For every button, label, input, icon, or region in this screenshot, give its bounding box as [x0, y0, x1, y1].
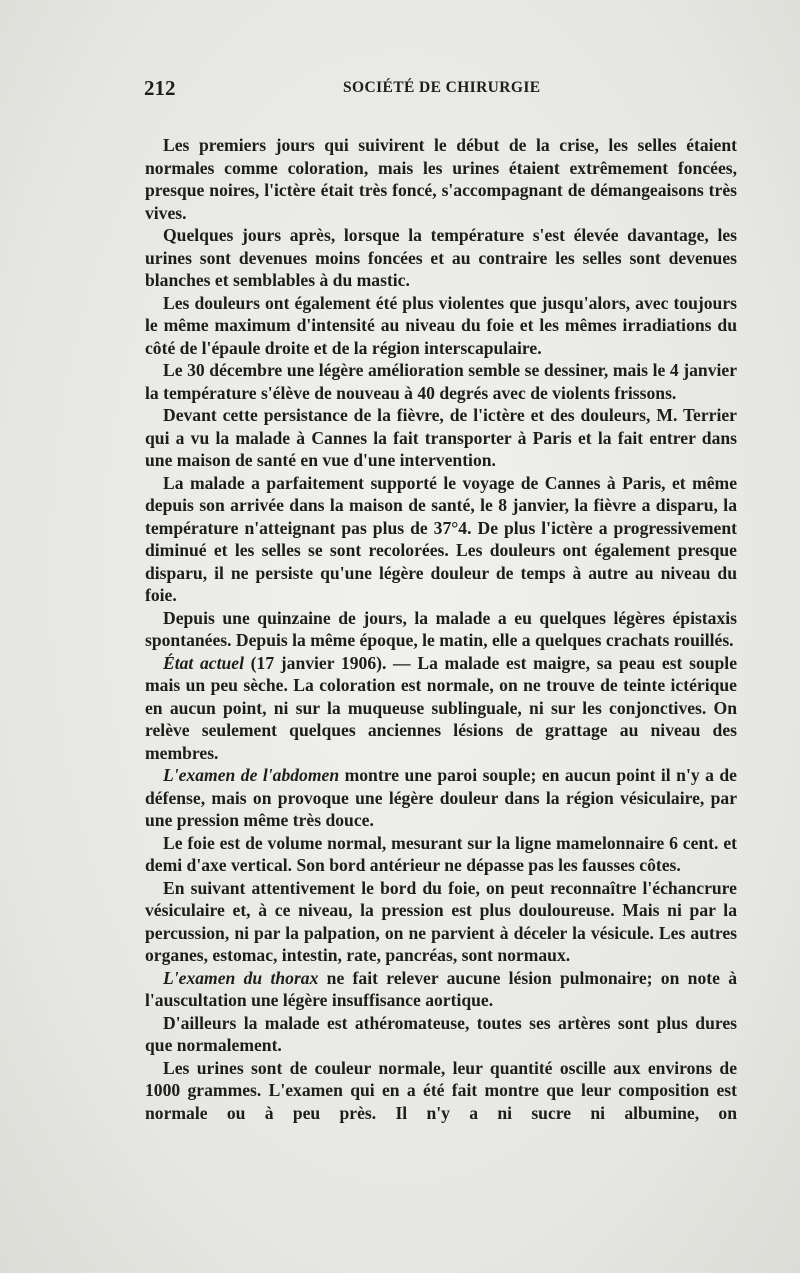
paragraph-atheromateuse: D'ailleurs la malade est athéromateuse, toutes ses artères sont plus dures que normalement. — [145, 1012, 737, 1055]
examen-abdomen-label: L'examen de l'abdomen — [163, 765, 340, 785]
paragraph-examen-thorax — [145, 967, 737, 1012]
paragraph-etat-actuel — [145, 652, 737, 765]
examen-thorax-text: ne fait relever aucune lésion pulmonaire; on note à l'auscultation une légère insuffisance aortique. — [145, 967, 737, 1010]
paragraph-foie: Le foie est de volume normal, mesurant sur la ligne mamelonnaire 6 cent. et demi d'axe vertical. Son bord antérieur ne dépasse pas les fausses côtes. — [145, 832, 737, 875]
paragraph-4: Le 30 décembre une légère amélioration semble se dessiner, mais le 4 janvier la température s'élève de nouveau à 40 degrés avec de violents frissons. — [145, 360, 737, 403]
etat-actuel-label: État actuel — [163, 652, 244, 673]
page-number: 212 — [144, 76, 176, 100]
paragraph-examen-abdomen — [145, 764, 737, 832]
etat-actuel-text: (17 janvier 1906). — La malade est maigre, sa peau est souple mais un peu sèche. La coloration est normale, on ne trouve de teinte ictérique en aucun point, ni sur la muqueuse sublinguale, ni sur les conjonctives. On relève seulement quelques anciennes lésions de grattage au niveau des membres. — [145, 652, 738, 763]
paragraph-bord-du-foie: En suivant attentivement le bord du foie, on peut reconnaître l'échancrure vésiculaire et, à ce niveau, la pression est plus douloureuse. Mais ni par la percussion, ni par la palpation, on ne parvient à déceler la vésicule. Les autres organes, estomac, intestin, rate, pancréas, sont normaux. — [145, 877, 737, 965]
body-text — [145, 134, 737, 1124]
examen-thorax-label: L'examen du thorax — [163, 967, 319, 988]
running-title: SOCIÉTÉ DE CHIRURGIE — [343, 79, 541, 96]
running-head — [144, 76, 738, 100]
paragraph-7: Depuis une quinzaine de jours, la malade a eu quelques légères épistaxis spontanées. Depuis la même époque, le matin, elle a quelques crachats rouillés. — [145, 607, 737, 650]
paragraph-urines: Les urines sont de couleur normale, leur quantité oscille aux environs de 1000 grammes. L'examen qui en a été fait montre que leur composition est normale ou à peu près. Il n'y a ni sucre ni albumine, on — [145, 1057, 737, 1123]
paragraph-3: Les douleurs ont également été plus violentes que jusqu'alors, avec toujours le même maximum d'intensité au niveau du foie et les mêmes irradiations du côté de l'épaule droite et de la région interscapulaire. — [145, 292, 737, 358]
paragraph-6: La malade a parfaitement supporté le voyage de Cannes à Paris, et même depuis son arrivée dans la maison de santé, le 8 janvier, la fièvre a disparu, la température n'atteignant pas plus de 37°4. De plus l'ictère a progressivement diminué et les selles se sont recolorées. Les douleurs ont également presque disparu, il ne persiste qu'une légère douleur de temps à autre au niveau du foie. — [145, 472, 737, 605]
examen-abdomen-text: montre une paroi souple; en aucun point il n'y a de défense, mais on provoque une légère douleur dans la région vésiculaire, par une pression même très douce. — [145, 765, 737, 830]
paragraph-2: Quelques jours après, lorsque la température s'est élevée davantage, les urines sont devenues moins foncées et au contraire les selles sont devenues blanches et semblables à du mastic. — [145, 225, 737, 290]
paragraph-1: Les premiers jours qui suivirent le début de la crise, les selles étaient normales comme coloration, mais les urines étaient extrêmement foncées, presque noires, l'ictère était très foncé, s'accompagnant de démangeaisons très vives. — [145, 135, 737, 223]
paragraph-5: Devant cette persistance de la fièvre, de l'ictère et des douleurs, M. Terrier qui a vu la malade à Cannes la fait transporter à Paris et la fait entrer dans une maison de santé en vue d'une intervention. — [145, 405, 737, 470]
